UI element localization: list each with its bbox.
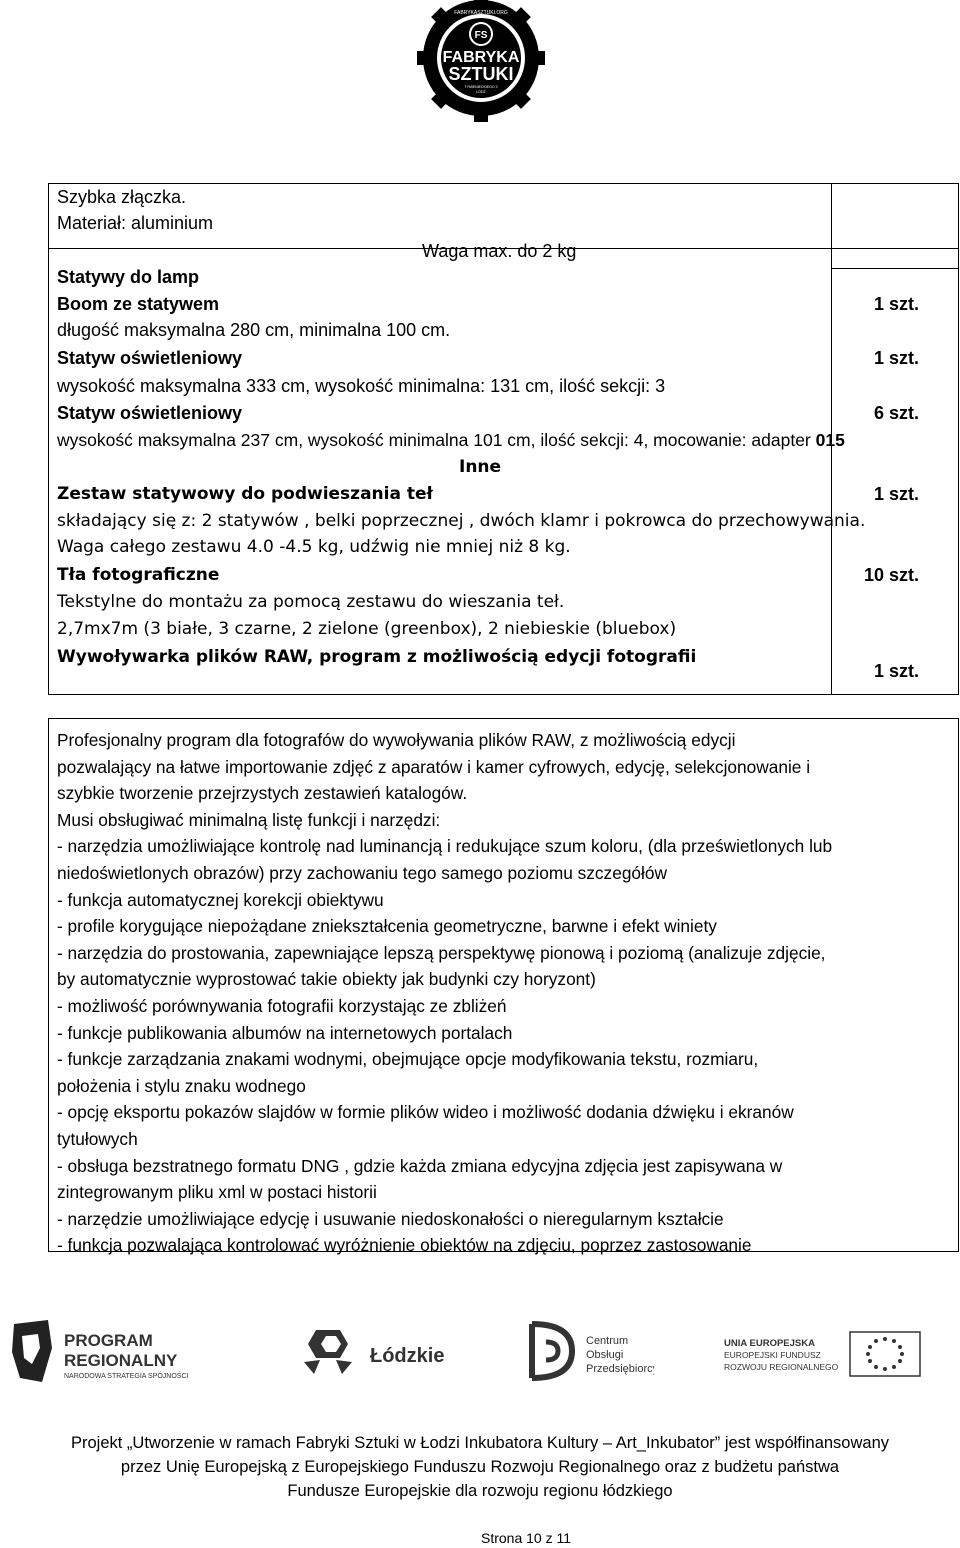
item-desc: długość maksymalna 280 cm, minimalna 100 cm. [57, 320, 451, 340]
eu-logo [724, 1330, 924, 1380]
svg-text:UNIA EUROPEJSKA: UNIA EUROPEJSKA [724, 1338, 815, 1349]
section-other: Inne [459, 457, 502, 477]
svg-text:EUROPEJSKI FUNDUSZ: EUROPEJSKI FUNDUSZ [724, 1350, 821, 1360]
desc-line: szybkie tworzenie przejrzystych zestawień katalogów. [57, 783, 468, 804]
desc-line: - narzędzie umożliwiające edycję i usuwanie niedoskonałości o nieregularnym kształcie [57, 1208, 724, 1229]
desc-line: - profile korygujące niepożądane zniekształcenia geometryczne, barwne i efekt winiety [57, 916, 717, 937]
footer-line: przez Unię Europejską z Europejskiego Funduszu Rozwoju Regionalnego oraz z budżetu państwa [120, 1458, 840, 1476]
svg-text:FABRYKASZTUKI.ORG: FABRYKASZTUKI.ORG [454, 10, 508, 16]
desc-line: - funkcje zarządzania znakami wodnymi, obejmujące opcje modyfikowania tekstu, rozmiaru, [57, 1049, 759, 1070]
item-qty: 6 szt. [873, 403, 919, 423]
desc-line: - narzędzia umożliwiające kontrolę nad luminancją i redukujące szum koloru, (dla prześwietlonych lub [57, 836, 833, 857]
desc-line: pozwalający na łatwe importowanie zdjęć z aparatów i kamer cyfrowych, edycję, selekcjonowanie i [57, 756, 811, 777]
desc-line: - narzędzia do prostowania, zapewniające lepszą perspektywę pionową i poziomą (analizuje zdjęcie, [57, 942, 826, 963]
row-divider [831, 268, 958, 269]
intro-line: Materiał: aluminium [57, 213, 214, 233]
desc-line: - możliwość porównywania fotografii korzystając ze zbliżeń [57, 995, 507, 1016]
item-name: Tła fotograficzne [57, 565, 220, 585]
desc-line: tytułowych [57, 1128, 138, 1149]
item-name: Wywoływarka plików RAW, program z możliwością edycji fotografii [57, 647, 697, 667]
item-qty: 1 szt. [873, 484, 919, 504]
item-desc: wysokość maksymalna 237 cm, wysokość minimalna 101 cm, ilość sekcji: 4, mocowanie: adapter 015 [57, 430, 845, 450]
svg-text:TYMIENIECKIEGO 3: TYMIENIECKIEGO 3 [464, 85, 498, 89]
svg-text:ŁÓDŹ: ŁÓDŹ [476, 90, 486, 94]
item-desc: Waga całego zestawu 4.0 -4.5 kg, udźwig nie mniej niż 8 kg. [57, 537, 571, 557]
desc-line: Profesjonalny program dla fotografów do wywoływania plików RAW, z możliwością edycji [57, 730, 736, 750]
svg-text:REGIONALNY: REGIONALNY [64, 1351, 178, 1370]
svg-text:ROZWOJU REGIONALNEGO: ROZWOJU REGIONALNEGO [724, 1362, 839, 1372]
item-qty: 1 szt. [873, 294, 919, 314]
program-regionalny-logo [8, 1318, 208, 1388]
desc-line: - opcję eksportu pokazów slajdów w formie plików wideo i możliwość dodania dźwięku i ekranów [57, 1102, 794, 1123]
software-description [57, 727, 957, 1259]
desc-line: położenia i stylu znaku wodnego [57, 1075, 306, 1096]
desc-line: - funkcja automatycznej korekcji obiektywu [57, 889, 384, 910]
desc-line: by automatycznie wyprostować takie obiekty jak budynki czy horyzont) [57, 969, 596, 990]
intro-line: Szybka złączka. [57, 187, 187, 207]
weight-text: Waga max. do 2 kg [422, 241, 577, 261]
svg-text:PROGRAM: PROGRAM [64, 1331, 153, 1350]
logo-text-1: FABRYKA [442, 49, 520, 66]
desc-line: zintegrowanym pliku xml w postaci historii [57, 1182, 377, 1203]
desc-line: - funkcje publikowania albumów na internetowych portalach [57, 1022, 513, 1043]
item-desc: Tekstylne do montażu za pomocą zestawu do wieszania teł. [57, 592, 565, 612]
section-stands: Statywy do lamp [57, 267, 200, 287]
item-name: Statyw oświetleniowy [57, 348, 243, 368]
item-name: Boom ze statywem [57, 294, 220, 314]
software-description-box [48, 718, 959, 1256]
desc-line: Musi obsługiwać minimalną listę funkcji i narzędzi: [57, 809, 441, 830]
centrum-obslugi-logo [524, 1318, 654, 1386]
svg-text:Centrum: Centrum [586, 1335, 629, 1347]
svg-text:Łódzkie: Łódzkie [370, 1345, 445, 1367]
lodzkie-logo [296, 1322, 456, 1382]
item-desc: składający się z: 2 statywów , belki poprzecznej , dwóch klamr i pokrowca do przechowywania. [57, 511, 866, 531]
desc-line: - obsługa bezstratnego formatu DNG , gdzie każda zmiana edycyjna zdjęcia jest zapisywana w [57, 1155, 783, 1176]
svg-text:Obsługi: Obsługi [586, 1349, 624, 1361]
footer-line: Fundusze Europejskie dla rozwoju regionu łódzkiego [287, 1482, 673, 1500]
footer-line: Projekt „Utworzenie w ramach Fabryki Sztuki w Łodzi Inkubatora Kultury – Art_Inkubator” jest współfinansowany [70, 1434, 890, 1452]
svg-text:FS: FS [474, 30, 488, 41]
item-name: Zestaw statywowy do podwieszania teł [57, 484, 433, 504]
svg-text:NARODOWA STRATEGIA SPÓJNOŚCI: NARODOWA STRATEGIA SPÓJNOŚCI [64, 1373, 189, 1380]
item-desc: wysokość maksymalna 333 cm, wysokość minimalna: 131 cm, ilość sekcji: 3 [57, 376, 666, 396]
logo-text-2: SZTUKI [448, 64, 514, 84]
item-desc: 2,7mx7m (3 białe, 3 czarne, 2 zielone (greenbox), 2 niebieskie (bluebox) [57, 619, 677, 639]
equipment-table [48, 183, 959, 695]
fabryka-sztuki-logo [408, 0, 554, 140]
item-name: Statyw oświetleniowy [57, 403, 243, 423]
svg-text:Przedsiębiorcy: Przedsiębiorcy [586, 1363, 654, 1375]
item-qty: 1 szt. [873, 348, 919, 368]
page-number: Strona 10 z 11 [480, 1530, 572, 1546]
desc-line: - funkcja pozwalająca kontrolować wyróżnienie obiektów na zdjęciu, poprzez zastosowanie [57, 1235, 752, 1256]
desc-line: niedoświetlonych obrazów) przy zachowaniu tego samego poziomu szczegółów [57, 862, 667, 883]
item-qty: 10 szt. [863, 565, 919, 585]
item-qty: 1 szt. [873, 661, 919, 681]
